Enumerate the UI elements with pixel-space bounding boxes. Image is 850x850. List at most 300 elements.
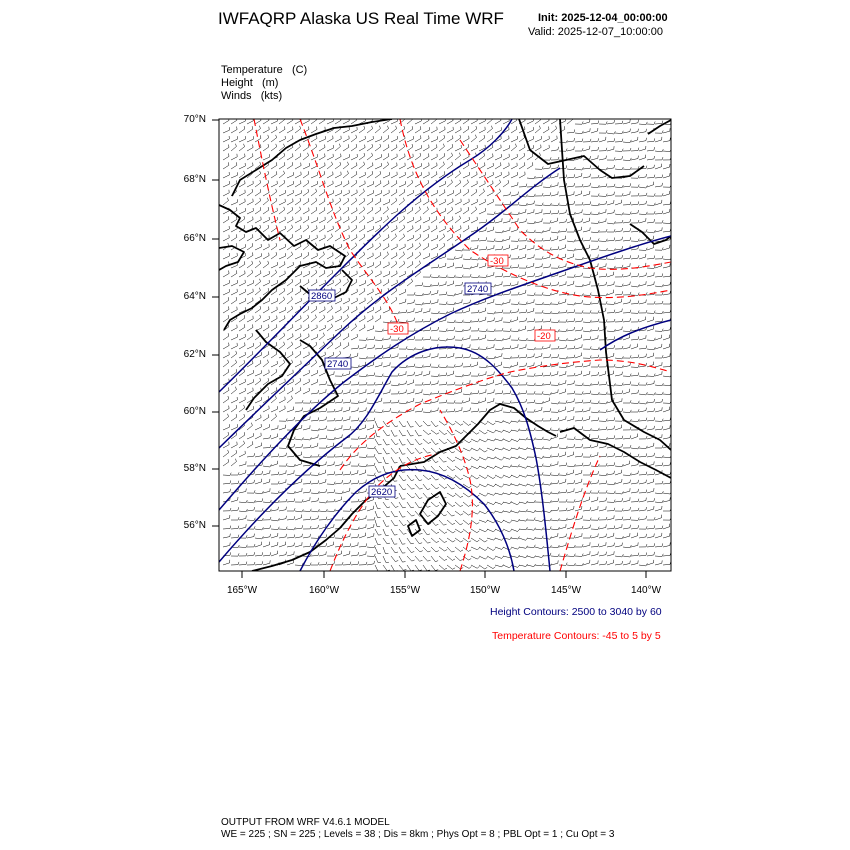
wind-barb-feather: [477, 486, 479, 488]
wind-barb-feather: [461, 226, 462, 229]
wind-barb-feather: [379, 445, 382, 446]
wind-barb-shaft: [455, 430, 461, 434]
wind-barb-feather: [356, 144, 357, 147]
wind-barb-feather: [550, 203, 551, 206]
wind-barb-shaft: [479, 430, 485, 434]
wind-barb-feather: [310, 437, 312, 440]
wind-barb-shaft: [439, 466, 444, 471]
wind-barb-shaft: [447, 202, 453, 205]
wind-barb-shaft: [231, 337, 237, 340]
wind-barb-shaft: [463, 311, 470, 313]
wind-barb-shaft: [455, 410, 462, 412]
wind-barb-shaft: [335, 438, 342, 440]
wind-barb-shaft: [623, 258, 630, 259]
wind-barb-feather: [462, 248, 464, 251]
wind-barb-shaft: [487, 138, 493, 142]
wind-barb-shaft: [335, 282, 341, 286]
wind-barb-feather: [606, 274, 607, 277]
wind-barb-shaft: [655, 347, 662, 349]
wind-barb-shaft: [511, 484, 518, 486]
wind-barb-feather: [318, 516, 319, 519]
wind-barb-feather: [630, 318, 631, 321]
wind-barb-shaft: [575, 169, 582, 170]
wind-barb-shaft: [655, 140, 662, 142]
wind-barb-shaft: [479, 138, 485, 142]
wind-barb-feather: [444, 452, 447, 453]
wind-barb-shaft: [439, 211, 445, 214]
wind-barb-shaft: [439, 165, 444, 170]
wind-barb-shaft: [335, 483, 342, 484]
wind-barb-feather: [460, 478, 463, 479]
wind-barb-shaft: [303, 511, 310, 512]
wind-barb-shaft: [567, 455, 574, 457]
wind-barb-shaft: [639, 158, 646, 160]
wind-barb-shaft: [247, 373, 253, 376]
wind-barb-shaft: [407, 511, 412, 516]
wind-barb-feather: [614, 383, 616, 386]
wind-barb-shaft: [519, 484, 526, 486]
wind-barb-feather: [654, 256, 655, 259]
wind-barb-feather: [606, 437, 608, 440]
wind-barb-shaft: [247, 184, 253, 187]
wind-barb-feather: [268, 360, 269, 363]
wind-barb-shaft: [271, 456, 278, 457]
wind-barb-shaft: [447, 421, 453, 425]
wind-barb-feather: [646, 363, 647, 366]
wind-barb-feather: [310, 489, 311, 492]
wind-barb-shaft: [543, 213, 550, 214]
wind-barb-shaft: [415, 411, 422, 412]
wind-barb-shaft: [279, 264, 285, 268]
wind-barb-shaft: [351, 120, 357, 124]
wind-barb-feather: [374, 409, 375, 412]
wind-barb-feather: [622, 365, 624, 368]
wind-barb-shaft: [583, 331, 590, 332]
wind-barb-shaft: [367, 147, 373, 151]
wind-barb-shaft: [295, 246, 301, 250]
wind-barb-shaft: [607, 275, 614, 277]
wind-barb-shaft: [647, 429, 654, 430]
wind-barb-feather: [598, 300, 599, 303]
wind-barb-feather: [252, 189, 253, 192]
wind-barb-feather: [379, 234, 380, 237]
wind-barb-feather: [350, 426, 351, 429]
wind-barb-shaft: [295, 319, 301, 323]
wind-barb-feather: [324, 342, 325, 345]
wind-barb-shaft: [375, 340, 382, 341]
wind-barb-shaft: [615, 302, 622, 304]
wind-barb-shaft: [295, 439, 302, 440]
wind-barb-feather: [590, 454, 591, 457]
wind-barb-shaft: [663, 428, 670, 430]
wind-barb-shaft: [519, 248, 526, 250]
wind-barb-feather: [630, 292, 631, 295]
wind-barb-feather: [302, 437, 304, 440]
wind-barb-feather: [398, 311, 400, 314]
wind-barb-feather: [228, 387, 229, 390]
wind-barb-shaft: [311, 238, 317, 241]
wind-barb-feather: [630, 228, 631, 231]
wind-barb-shaft: [319, 392, 326, 394]
wind-barb-feather: [244, 225, 245, 228]
wind-barb-shaft: [647, 402, 654, 403]
wind-barb-shaft: [519, 466, 526, 468]
wind-barb-feather: [350, 508, 351, 511]
wind-barb-shaft: [423, 439, 428, 444]
wind-barb-shaft: [359, 237, 365, 241]
wind-barb-shaft: [647, 437, 654, 439]
wind-barb-shaft: [559, 374, 566, 376]
wind-barb-feather: [486, 247, 487, 250]
wind-barb-feather: [229, 343, 230, 346]
wind-barb-shaft: [303, 174, 309, 178]
wind-barb-feather: [435, 426, 438, 427]
wind-barb-shaft: [239, 502, 246, 503]
wind-barb-shaft: [295, 256, 301, 259]
wind-barb-shaft: [503, 511, 510, 512]
wind-barb-shaft: [567, 466, 574, 467]
wind-barb-feather: [502, 246, 503, 249]
wind-barb-shaft: [639, 303, 646, 305]
wind-barb-shaft: [279, 428, 286, 430]
wind-barb-feather: [372, 207, 373, 210]
wind-barb-shaft: [503, 348, 510, 349]
wind-barb-shaft: [575, 501, 582, 502]
wind-barb-shaft: [399, 184, 405, 187]
wind-barb-feather: [324, 315, 325, 318]
wind-barb-shaft: [247, 327, 253, 331]
wind-barb-feather: [606, 156, 607, 159]
wind-barb-shaft: [471, 411, 478, 412]
wind-barb-feather: [406, 310, 407, 313]
wind-barb-shaft: [631, 403, 638, 404]
wind-barb-feather: [638, 454, 639, 457]
wind-barb-feather: [326, 426, 327, 429]
wind-barb-shaft: [407, 401, 414, 403]
wind-barb-feather: [510, 476, 512, 478]
wind-barb-shaft: [599, 430, 606, 431]
wind-barb-shaft: [255, 373, 261, 376]
wind-barb-shaft: [399, 264, 405, 268]
wind-barb-feather: [550, 302, 552, 305]
wind-barb-shaft: [351, 265, 357, 268]
wind-barb-feather: [461, 127, 462, 130]
wind-barb-shaft: [543, 484, 550, 485]
wind-barb-shaft: [495, 457, 501, 460]
wind-barb-shaft: [271, 147, 277, 151]
wind-barb-shaft: [319, 420, 326, 421]
wind-barb-shaft: [399, 430, 403, 436]
wind-barb-shaft: [471, 475, 477, 479]
wind-barb-shaft: [263, 138, 269, 142]
wind-barb-feather: [582, 184, 583, 187]
wind-barb-shaft: [239, 454, 245, 457]
wind-barb-feather: [526, 265, 527, 268]
wind-barb-feather: [614, 345, 615, 348]
wind-barb-feather: [414, 292, 415, 295]
wind-barb-shaft: [471, 439, 477, 442]
wind-barb-shaft: [439, 313, 446, 314]
wind-barb-shaft: [391, 166, 397, 169]
wind-barb-feather: [542, 292, 543, 295]
wind-barb-feather: [614, 120, 615, 123]
wind-barb-shaft: [343, 174, 348, 178]
wind-barb-shaft: [471, 129, 477, 133]
wind-barb-feather: [638, 508, 639, 511]
wind-barb-feather: [356, 180, 357, 183]
wind-barb-shaft: [647, 141, 654, 142]
wind-barb-shaft: [567, 194, 574, 196]
wind-barb-shaft: [415, 129, 421, 133]
wind-barb-feather: [566, 508, 567, 511]
wind-barb-shaft: [639, 240, 646, 241]
wind-barb-feather: [326, 445, 327, 448]
wind-barb-feather: [236, 387, 237, 390]
wind-barb-feather: [308, 279, 309, 282]
wind-barb-feather: [622, 246, 623, 249]
wind-barb-feather: [556, 126, 557, 129]
wind-barb-feather: [590, 237, 591, 240]
wind-barb-feather: [260, 207, 261, 210]
wind-barb-feather: [380, 180, 381, 183]
wind-barb-feather: [630, 300, 631, 303]
wind-barb-shaft: [375, 466, 378, 472]
wind-barb-shaft: [351, 165, 357, 169]
wind-barb-feather: [566, 183, 567, 186]
wind-barb-shaft: [415, 484, 420, 489]
wind-barb-shaft: [439, 393, 446, 394]
wind-barb-shaft: [591, 509, 598, 511]
wind-barb-shaft: [319, 210, 325, 214]
wind-barb-feather: [443, 162, 444, 165]
wind-barb-feather: [268, 414, 269, 417]
wind-barb-feather: [606, 293, 608, 296]
wind-barb-feather: [453, 477, 455, 479]
wind-barb-shaft: [439, 375, 446, 376]
wind-barb-feather: [350, 445, 351, 448]
wind-barb-feather: [630, 183, 631, 186]
wind-barb-feather: [403, 525, 406, 526]
wind-barb-feather: [284, 387, 285, 390]
wind-barb-shaft: [439, 284, 446, 286]
wind-barb-feather: [254, 471, 255, 474]
wind-barb-shaft: [271, 165, 277, 169]
wind-barb-feather: [444, 515, 447, 516]
wind-barb-shaft: [423, 367, 430, 368]
wind-barb-feather: [406, 346, 407, 349]
wind-barb-feather: [582, 426, 583, 429]
wind-barb-shaft: [247, 510, 254, 511]
wind-barb-shaft: [639, 376, 646, 377]
wind-barb-feather: [244, 216, 245, 219]
wind-barb-shaft: [327, 148, 333, 151]
wind-barb-feather: [510, 283, 511, 286]
wind-barb-shaft: [407, 238, 413, 241]
wind-barb-shaft: [359, 201, 365, 205]
wind-barb-shaft: [263, 502, 270, 503]
wind-barb-shaft: [527, 349, 534, 350]
wind-barb-feather: [550, 157, 551, 160]
wind-barb-feather: [276, 135, 277, 138]
wind-barb-shaft: [583, 510, 590, 511]
wind-barb-feather: [350, 480, 351, 483]
wind-barb-shaft: [455, 293, 462, 295]
wind-barb-shaft: [527, 156, 533, 160]
wind-barb-feather: [485, 485, 487, 487]
wind-barb-feather: [598, 255, 599, 258]
wind-barb-feather: [493, 423, 495, 425]
wind-barb-shaft: [551, 392, 558, 394]
wind-barb-feather: [326, 517, 327, 520]
wind-barb-shaft: [223, 238, 229, 241]
wind-barb-feather: [646, 229, 647, 232]
wind-barb-feather: [300, 126, 301, 129]
wind-barb-shaft: [311, 309, 317, 313]
wind-barb-feather: [598, 480, 599, 483]
wind-barb-feather: [428, 180, 429, 183]
wind-barb-feather: [350, 462, 351, 465]
wind-barb-shaft: [383, 466, 385, 473]
wind-barb-shaft: [415, 237, 421, 241]
wind-barb-feather: [614, 282, 615, 285]
wind-barb-feather: [301, 316, 302, 319]
wind-barb-feather: [630, 381, 631, 384]
wind-barb-shaft: [247, 202, 253, 205]
wind-barb-shaft: [279, 510, 286, 511]
wind-barb-shaft: [575, 447, 582, 448]
wind-barb-shaft: [239, 464, 246, 466]
wind-barb-shaft: [223, 256, 229, 259]
wind-barb-feather: [630, 237, 631, 240]
wind-barb-shaft: [415, 502, 419, 508]
wind-barb-feather: [622, 228, 623, 231]
wind-barb-shaft: [223, 336, 229, 340]
wind-barb-shaft: [471, 259, 478, 260]
wind-barb-shaft: [567, 491, 574, 493]
wind-barb-feather: [364, 126, 365, 129]
wind-barb-shaft: [487, 184, 493, 188]
wind-barb-shaft: [303, 192, 309, 196]
wind-barb-feather: [308, 180, 309, 183]
wind-barb-feather: [614, 508, 615, 511]
wind-barb-shaft: [303, 346, 309, 349]
wind-barb-feather: [358, 418, 359, 421]
wind-barb-shaft: [247, 156, 253, 160]
wind-barb-feather: [582, 148, 583, 151]
wind-barb-feather: [436, 488, 439, 489]
wind-barb-shaft: [263, 301, 269, 304]
wind-barb-shaft: [247, 148, 253, 152]
wind-barb-feather: [403, 507, 406, 508]
wind-barb-feather: [501, 458, 503, 460]
wind-barb-shaft: [519, 340, 526, 341]
wind-barb-feather: [325, 181, 326, 184]
wind-barb-shaft: [399, 147, 405, 151]
wind-barb-feather: [334, 471, 335, 474]
wind-barb-feather: [526, 437, 528, 440]
wind-barb-shaft: [495, 304, 502, 305]
wind-barb-shaft: [311, 328, 317, 331]
wind-barb-shaft: [303, 219, 309, 223]
wind-barb-shaft: [463, 192, 469, 196]
wind-barb-shaft: [647, 159, 654, 160]
wind-barb-shaft: [519, 511, 526, 512]
wind-barb-shaft: [599, 250, 606, 251]
wind-barb-shaft: [311, 130, 317, 134]
wind-barb-feather: [244, 369, 245, 372]
wind-barb-feather: [278, 518, 280, 521]
wind-barb-feather: [446, 365, 447, 368]
wind-barb-feather: [492, 135, 493, 138]
wind-barb-feather: [340, 198, 341, 201]
wind-barb-shaft: [447, 138, 453, 142]
wind-barb-shaft: [383, 392, 390, 394]
wind-barb-feather: [420, 234, 421, 237]
wind-barb-feather: [670, 282, 671, 285]
wind-barb-feather: [438, 275, 439, 278]
wind-barb-shaft: [295, 381, 301, 385]
wind-barb-feather: [614, 238, 615, 241]
wind-barb-feather: [484, 189, 485, 192]
wind-barb-feather: [406, 381, 407, 384]
wind-barb-feather: [452, 469, 455, 470]
wind-barb-shaft: [503, 502, 510, 504]
wind-barb-feather: [228, 198, 229, 201]
wind-barb-shaft: [495, 439, 502, 441]
wind-barb-shaft: [447, 356, 454, 358]
wind-barb-shaft: [367, 210, 373, 214]
wind-barb-shaft: [391, 147, 397, 151]
wind-barb-shaft: [479, 192, 484, 196]
wind-barb-shaft: [383, 411, 390, 412]
wind-barb-shaft: [599, 159, 606, 160]
wind-barb-shaft: [423, 394, 430, 395]
wind-barb-feather: [420, 153, 421, 156]
wind-barb-feather: [502, 391, 503, 394]
wind-barb-shaft: [495, 175, 501, 178]
wind-barb-feather: [294, 499, 295, 502]
wind-barb-feather: [395, 426, 398, 427]
wind-barb-shaft: [407, 349, 414, 350]
wind-barb-feather: [582, 167, 584, 170]
wind-barb-shaft: [423, 156, 429, 160]
wind-barb-feather: [540, 153, 541, 156]
wind-barb-feather: [421, 217, 422, 220]
wind-barb-shaft: [359, 156, 365, 160]
wind-barb-shaft: [359, 376, 366, 377]
wind-barb-feather: [574, 464, 575, 467]
wind-barb-feather: [662, 399, 663, 402]
wind-barb-shaft: [639, 284, 646, 286]
wind-barb-shaft: [527, 223, 534, 224]
wind-barb-shaft: [663, 151, 670, 152]
wind-barb-feather: [293, 154, 294, 157]
wind-barb-shaft: [575, 142, 582, 143]
wind-barb-feather: [428, 433, 431, 434]
wind-barb-shaft: [247, 301, 253, 304]
wind-barb-feather: [286, 453, 287, 456]
wind-barb-shaft: [343, 309, 349, 313]
wind-barb-shaft: [367, 247, 373, 250]
wind-barb-feather: [598, 230, 599, 233]
wind-barb-shaft: [631, 483, 638, 484]
wind-barb-feather: [294, 508, 295, 511]
wind-barb-feather: [614, 165, 615, 168]
wind-barb-feather: [478, 390, 479, 393]
wind-barb-shaft: [407, 120, 412, 125]
wind-barb-feather: [324, 171, 325, 174]
wind-barb-shaft: [423, 294, 430, 295]
